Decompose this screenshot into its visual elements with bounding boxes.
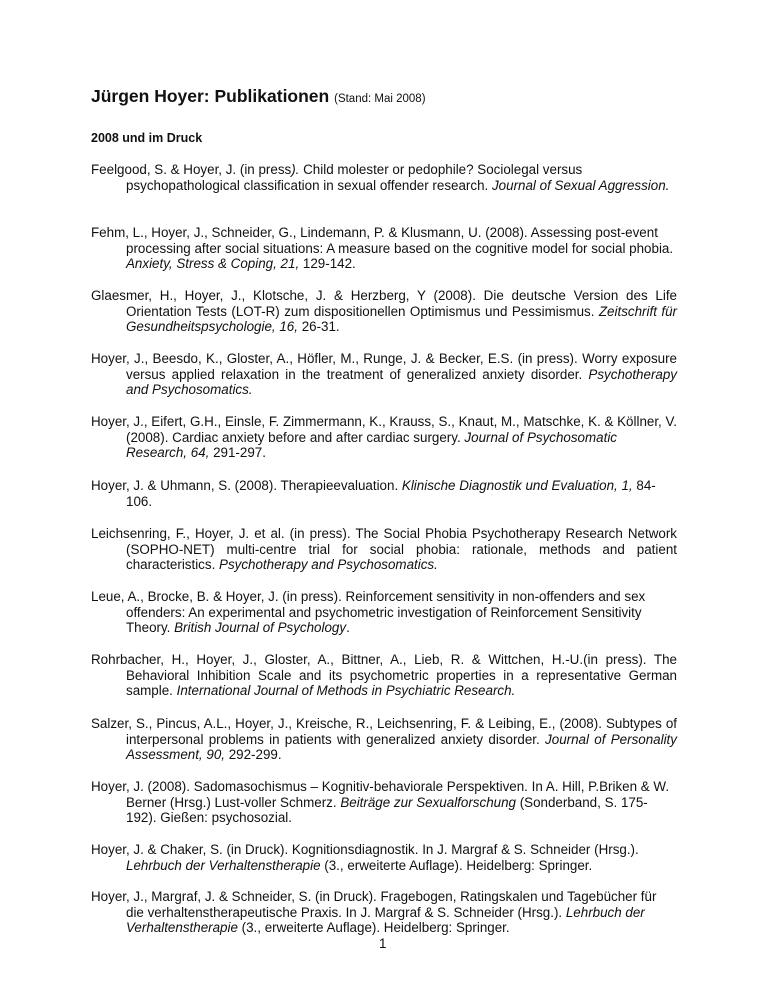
publication-entry [91, 351, 677, 398]
publication-entry [91, 716, 677, 763]
title-text: Jürgen Hoyer: Publikationen [91, 86, 330, 106]
entry-italic-text: Journal of Personality Assessment, 90, [126, 731, 677, 762]
entry-italic-text: British Journal of Psychology [174, 620, 347, 635]
entry-text: Hoyer, J., Beesdo, K., Gloster, A., Höfler, M., Runge, J. & Becker, E.S. (in press). Worry exposure versus applied relaxation in the treatment of generalized anxiety disorder. [91, 351, 677, 382]
publication-entry [91, 478, 677, 509]
entry-text: Rohrbacher, H., Hoyer, J., Gloster, A., Bittner, A., Lieb, R. & Wittchen, H.-U.(in press). The Behavioral Inhibition Scale and its psychometric properties in a representative German sample. [91, 652, 677, 698]
entry-text: Fehm, L., Hoyer, J., Schneider, G., Lindemann, P. & Klusmann, U. (2008). Assessing post-event processing after social situations: A measure based on the cognitive model for social phobia. [91, 225, 674, 256]
entry-text: 292-299. [225, 747, 282, 762]
entry-italic-text: Journal of Sexual Aggression. [491, 177, 670, 193]
entry-text: Leichsenring, F., Hoyer, J. et al. (in press). The Social Phobia Psychotherapy Research Network (SOPHO-NET) multi-centre trial for social phobia: rationale, methods and patient characteristics. [91, 526, 677, 572]
entry-text: Hoyer, J. (2008). Sadomasochismus – Kognitiv-behaviorale Perspektiven. In A. Hill, P.Briken & W. Berner (Hrsg.) Lust-voller Schmerz. [91, 779, 670, 810]
page-number: 1 [379, 936, 387, 951]
entry-text: Hoyer, J., Eifert, G.H., Einsle, F. Zimmermann, K., Krauss, S., Knaut, M., Matschke, K. & Köllner, V. (2008). Cardiac anxiety before and after cardiac surgery. [91, 414, 677, 445]
entry-text: 129-142. [299, 256, 356, 271]
entry-italic-text: Klinische Diagnostik und Evaluation, 1, [401, 478, 633, 493]
entry-text: Hoyer, J. & Uhmann, S. (2008). Therapieevaluation. [91, 478, 402, 493]
publication-entry [91, 162, 677, 193]
entry-text: Leue, A., Brocke, B. & Hoyer, J. (in press). Reinforcement sensitivity in non-offenders and sex offenders: An experimental and psychometric investigation of Reinforcement Sensitivity Theory. [91, 589, 646, 635]
entry-text: Salzer, S., Pincus, A.L., Hoyer, J., Kreische, R., Leichsenring, F. & Leibing, E., (2008). Subtypes of interpersonal problems in patients with generalized anxiety disorder. [91, 716, 677, 747]
publication-entry [91, 652, 677, 699]
entry-text: Child molester or pedophile? Sociolegal versus psychopathological classification in sexual offender research. [126, 162, 583, 193]
entry-text: Hoyer, J., Margraf, J. & Schneider, S. (in Druck). Fragebogen, Ratingskalen und Tagebücher für die verhaltenstherapeutische Praxis. In J. Margraf & S. Schneider (Hrsg.). [91, 889, 657, 920]
entry-italic-text: Beiträge zur Sexualforschung [340, 794, 516, 810]
entry-italic-text: Anxiety, Stress & Coping, 21, [126, 256, 300, 271]
entry-text: (3., erweiterte Auflage). Heidelberg: Springer. [320, 857, 593, 873]
entry-text: Hoyer, J. & Chaker, S. (in Druck). Kognitionsdiagnostik. In J. Margraf & S. Schneider (Hrsg.). [91, 842, 639, 857]
entry-text: 291-297. [209, 445, 266, 460]
entry-text: 84-106. [126, 478, 656, 509]
section-heading: 2008 und im Druck [91, 131, 203, 145]
entry-italic-text: Lehrbuch der Verhaltenstherapie [126, 904, 645, 935]
entry-text: (3., erweiterte Auflage). Heidelberg: Springer. [237, 920, 510, 935]
entry-text: 26-31. [297, 319, 340, 334]
title-date-note: (Stand: Mai 2008) [334, 93, 426, 105]
entry-text: Glaesmer, H., Hoyer, J., Klotsche, J. & Herzberg, Y (2008). Die deutsche Version des Life Orientation Tests (LOT-R) zum dispositionellen Optimismus und Pessimismus. [91, 288, 677, 319]
entry-italic-text: Journal of Psychosomatic Research, 64, [126, 429, 617, 460]
entry-italic-text: Psychotherapy and Psychosomatics. [219, 557, 438, 572]
entry-italic-text: Zeitschrift für Gesundheitspsychologie, 16, [126, 303, 677, 334]
publication-entry [91, 842, 677, 873]
publication-entry [91, 889, 677, 936]
entry-text: . [346, 620, 350, 635]
publication-entry [91, 779, 677, 826]
page-title [91, 86, 426, 107]
publication-entry [91, 414, 677, 461]
entry-italic-text: Psychotherapy and Psychosomatics. [126, 366, 677, 397]
entry-italic-text: ). [291, 162, 304, 177]
entry-italic-text: International Journal of Methods in Psychiatric Research. [176, 683, 516, 698]
publication-entry [91, 288, 677, 335]
entry-text: Feelgood, S. & Hoyer, J. (in press [91, 162, 292, 177]
entry-italic-text: Lehrbuch der Verhaltenstherapie [126, 857, 321, 873]
publication-entry [91, 225, 677, 272]
entry-text: (Sonderband, S. 175-192). Gießen: psychosozial. [126, 794, 648, 825]
publication-entry [91, 589, 677, 636]
publication-entry [91, 526, 677, 573]
